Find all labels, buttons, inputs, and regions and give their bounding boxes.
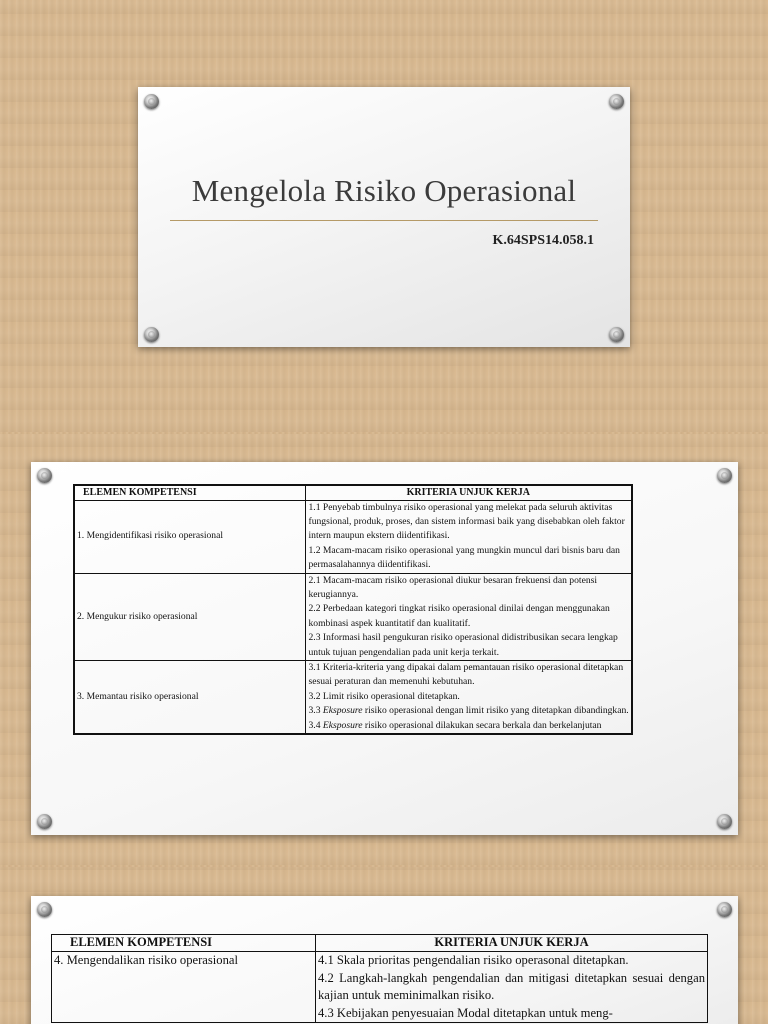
competency-table-card-continued [31,896,738,1024]
element-cell: 4. Mengendalikan risiko operasional [52,952,316,1023]
criteria-cell [316,952,708,1023]
rivet-icon [37,468,52,483]
title-slide-card [138,87,630,347]
criteria-number: 3.3 [308,705,323,717]
criteria-item: 4.2 Langkah-langkah pengendalian dan mitigasi ditetapkan sesuai dengan kajian untuk meminimalkan risiko. [318,970,705,1002]
table-header-row [52,935,708,952]
criteria-item: 1.1 Penyebab timbulnya risiko operasional yang melekat pada seluruh aktivitas fungsional, produk, proses, dan sistem informasi baik yang disebabkan oleh faktor intern maupun ekstern diidentifikasi. [308,501,625,542]
criteria-item: 1.2 Macam-macam risiko operasional yang mungkin muncul dari bisnis baru dan permasalahannya diidentifikasi. [308,544,620,571]
competency-table-card [31,462,738,835]
criteria-emphasis: Eksposure [322,719,363,731]
rivet-icon [144,327,159,342]
criteria-item: 4.1 Skala prioritas pengendalian risiko operasonal ditetapkan. [318,953,629,967]
rivet-icon [717,468,732,483]
rivet-icon [717,814,732,829]
criteria-emphasis: Eksposure [322,705,363,717]
rivet-icon [717,902,732,917]
slide-1-background [0,0,768,432]
slide-title: Mengelola Risiko Operasional [191,173,577,208]
element-cell: 2. Mengukur risiko operasional [74,573,305,660]
table-row [52,952,708,1023]
criteria-text: risiko operasional dilakukan secara berkala dan berkelanjutan [362,719,602,731]
table-row [74,573,632,660]
rivet-icon [37,814,52,829]
rivet-icon [144,94,159,109]
criteria-item: 2.1 Macam-macam risiko operasional diukur besaran frekuensi dan potensi kerugiannya. [308,574,598,600]
rivet-icon [37,902,52,917]
table-row [74,660,632,734]
element-cell: 3. Memantau risiko operasional [74,660,305,734]
criteria-number: 3.4 [308,719,323,731]
rivet-icon [609,94,624,109]
criteria-cell [305,573,632,660]
criteria-item: 2.3 Informasi hasil pengukuran risiko operasional didistribusikan secara lengkap untuk tujuan pengendalian pada unit kerja terkait. [308,632,618,658]
table-header-row [74,485,632,500]
element-cell: 1. Mengidentifikasi risiko operasional [74,500,305,573]
criteria-item: 3.2 Limit risiko operasional ditetapkan. [308,690,460,702]
title-divider [170,220,598,221]
competency-table-continued [51,934,708,1023]
rivet-icon [609,327,624,342]
criteria-text: risiko operasional dengan limit risiko yang ditetapkan dibandingkan. [362,705,629,717]
header-elemen: ELEMEN KOMPETENSI [52,935,316,952]
criteria-item: 3.1 Kriteria-kriteria yang dipakai dalam pemantauan risiko operasional ditetapkan sesuai peraturan dan memenuhi kebutuhan. [308,661,624,688]
slide-2-background [0,434,768,865]
criteria-item [309,704,630,718]
header-elemen: ELEMEN KOMPETENSI [74,485,305,500]
criteria-cell [305,500,632,573]
criteria-cell [305,660,632,734]
slide-3-background [0,867,768,1024]
header-kriteria: KRITERIA UNJUK KERJA [305,485,632,500]
competency-table [73,484,633,735]
criteria-item [309,719,630,733]
criteria-item: 2.2 Perbedaan kategori tingkat risiko operasional dinilai dengan menggunakan kombinasi aspek kuantitatif dan kualitatif. [308,603,610,629]
criteria-item: 4.3 Kebijakan penyesuaian Modal ditetapkan untuk meng- [318,1005,613,1020]
table-row [74,500,632,573]
header-kriteria: KRITERIA UNJUK KERJA [316,935,708,952]
unit-code: K.64SPS14.058.1 [492,233,594,248]
